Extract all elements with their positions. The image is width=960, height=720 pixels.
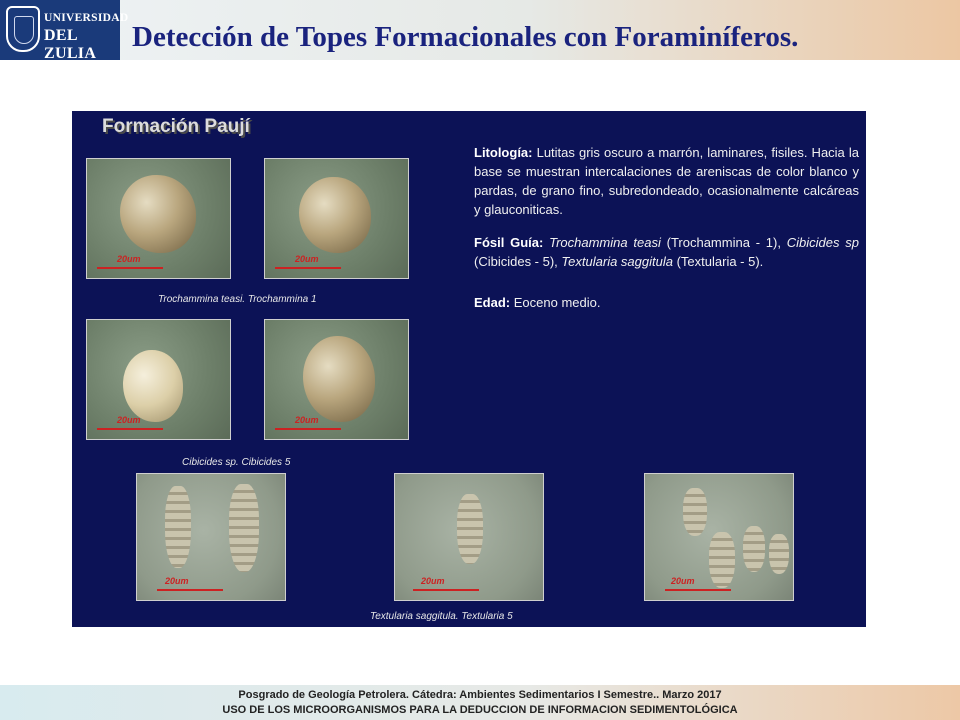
footer-course-line: Posgrado de Geología Petrolera. Cátedra: Ambientes Sedimentarios I Semestre.. Marzo 2017 (238, 689, 722, 701)
fossil-image (457, 494, 483, 564)
fossil-name-1: Trochammina teasi (549, 235, 661, 250)
footer-bar (0, 685, 960, 720)
scale-label: 20um (117, 415, 141, 425)
scale-label: 20um (295, 254, 319, 264)
page-title: Detección de Topes Formacionales con Foraminíferos. (132, 21, 799, 53)
scale-bar (157, 589, 223, 591)
scale-bar (275, 267, 341, 269)
guide-fossil-label: Fósil Guía: (474, 235, 544, 250)
fossil-image (303, 336, 375, 422)
fossil-name-2: Cibicides sp (786, 235, 860, 250)
fossil-image (229, 484, 259, 572)
lithology-label: Litología: (474, 145, 533, 160)
age-text: Eoceno medio. (513, 295, 601, 310)
scale-label: 20um (671, 576, 695, 586)
photo-trochammina-2 (264, 158, 409, 279)
university-seal-icon (6, 6, 40, 52)
fossil-code-3: (Textularia - 5). (676, 254, 764, 269)
logo-line-1: UNIVERSIDAD (44, 12, 129, 24)
fossil-image (299, 177, 371, 253)
scale-bar (413, 589, 479, 591)
caption-trochammina: Trochammina teasi. Trochammina 1 (158, 294, 317, 305)
fossil-code-1: (Trochammina - 1), (666, 235, 781, 250)
scale-bar (97, 267, 163, 269)
fossil-code-2: (Cibicides - 5), (474, 254, 558, 269)
photo-cibicides-2 (264, 319, 409, 440)
fossil-image (120, 175, 196, 253)
formation-description (474, 143, 859, 326)
fossil-image (123, 350, 183, 422)
lithology-paragraph (474, 143, 859, 219)
footer-topic-line: USO DE LOS MICROORGANISMOS PARA LA DEDUCCION DE INFORMACION SEDIMENTOLÓGICA (222, 704, 738, 716)
university-logo (0, 0, 129, 62)
fossil-image (743, 526, 765, 572)
scale-label: 20um (421, 576, 445, 586)
photo-cibicides-1 (86, 319, 231, 440)
fossil-image (769, 534, 789, 574)
caption-cibicides: Cibicides sp. Cibicides 5 (182, 457, 291, 468)
guide-fossil-paragraph (474, 233, 859, 271)
photo-textularia-1 (136, 473, 286, 601)
age-label: Edad: (474, 295, 511, 310)
scale-label: 20um (295, 415, 319, 425)
scale-bar (275, 428, 341, 430)
fossil-image (709, 532, 735, 588)
scale-label: 20um (165, 576, 189, 586)
fossil-image (683, 488, 707, 536)
age-paragraph (474, 293, 859, 312)
scale-bar (665, 589, 731, 591)
logo-line-2: DEL ZULIA (44, 27, 97, 62)
photo-textularia-3 (644, 473, 794, 601)
photo-trochammina-1 (86, 158, 231, 279)
header-bar (0, 0, 960, 60)
photo-textularia-2 (394, 473, 544, 601)
scale-label: 20um (117, 254, 141, 264)
fossil-name-3: Textularia saggitula (561, 254, 673, 269)
slide-image (72, 111, 866, 627)
caption-textularia: Textularia saggitula. Textularia 5 (370, 611, 513, 622)
lithology-text: Lutitas gris oscuro a marrón, laminares, fisiles. Hacia la base se muestran intercalaciones de areniscas de color blanco y pardas, de grano fino, subredondeado, ocasionalmente calcáreas y glauconiticas. (474, 145, 859, 217)
scale-bar (97, 428, 163, 430)
slide-heading: Formación Paují (102, 116, 250, 137)
fossil-image (165, 486, 191, 568)
